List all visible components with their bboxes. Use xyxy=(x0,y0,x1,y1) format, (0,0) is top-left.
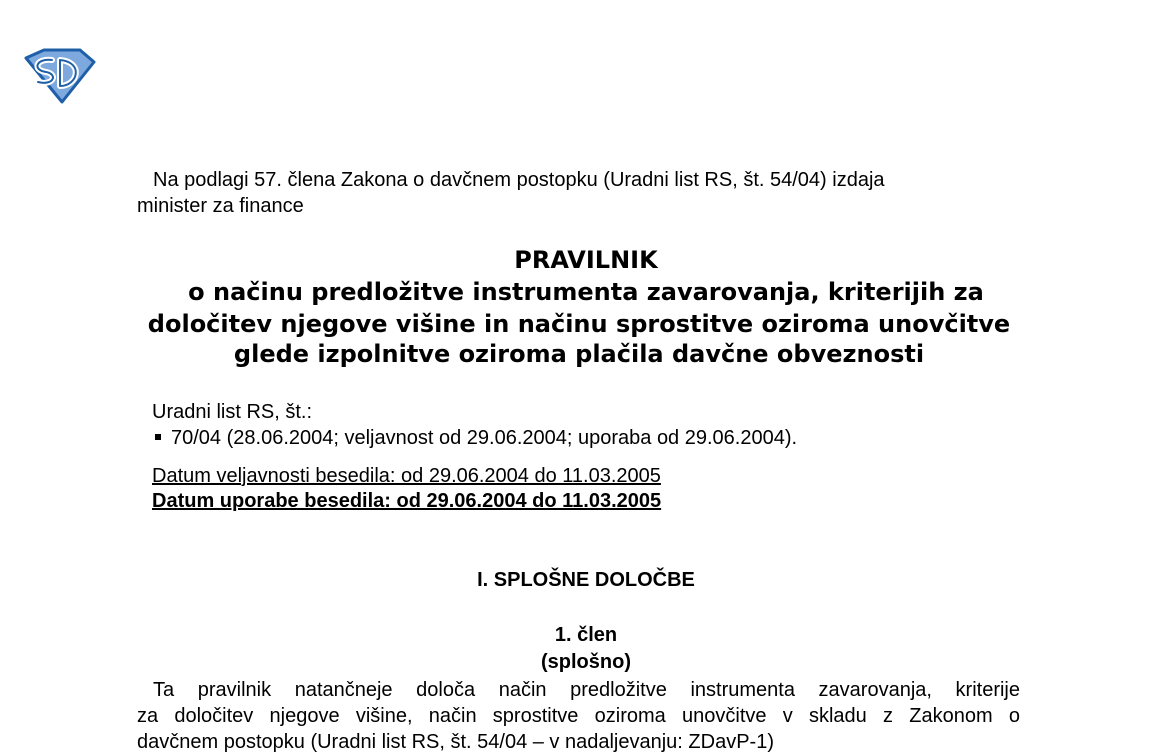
chapter-heading: I. SPLOŠNE DOLOČBE xyxy=(477,569,695,591)
company-logo xyxy=(22,48,96,104)
document-subtitle-line-2: določitev njegove višine in načinu sprostitve oziroma unovčitve xyxy=(147,310,1011,338)
gazette-label: Uradni list RS, št.: xyxy=(152,401,313,423)
article-number: 1. člen xyxy=(554,624,618,646)
document-title: PRAVILNIK xyxy=(514,246,658,274)
validity-date: Datum veljavnosti besedila: od 29.06.2004 do 11.03.2005 xyxy=(152,465,661,487)
intro-line-1: Na podlagi 57. člena Zakona o davčnem postopku (Uradni list RS, št. 54/04) izdaja xyxy=(153,169,885,191)
article-text-line-3: davčnem postopku (Uradni list RS, št. 54/04 – v nadaljevanju: ZDavP-1) xyxy=(137,731,774,753)
application-date: Datum uporabe besedila: od 29.06.2004 do 11.03.2005 xyxy=(152,490,662,512)
bullet-icon xyxy=(155,434,161,440)
gazette-entry xyxy=(152,426,797,450)
article-text-line-2: za določitev njegove višine, način sprostitve oziroma unovčitve v skladu z Zakonom o xyxy=(137,705,1020,727)
document-subtitle-line-1: o načinu predložitve instrumenta zavarovanja, kriterijih za xyxy=(188,278,984,306)
article-text-line-1: Ta pravilnik natančneje določa način predložitve instrumenta zavarovanja, kriterije xyxy=(153,679,1020,701)
intro-line-2: minister za finance xyxy=(137,195,304,217)
document-subtitle-line-3: glede izpolnitve oziroma plačila davčne obveznosti xyxy=(233,340,925,368)
article-subtitle: (splošno) xyxy=(541,651,631,673)
gazette-entry-text: 70/04 (28.06.2004; veljavnost od 29.06.2004; uporaba od 29.06.2004). xyxy=(171,427,798,449)
